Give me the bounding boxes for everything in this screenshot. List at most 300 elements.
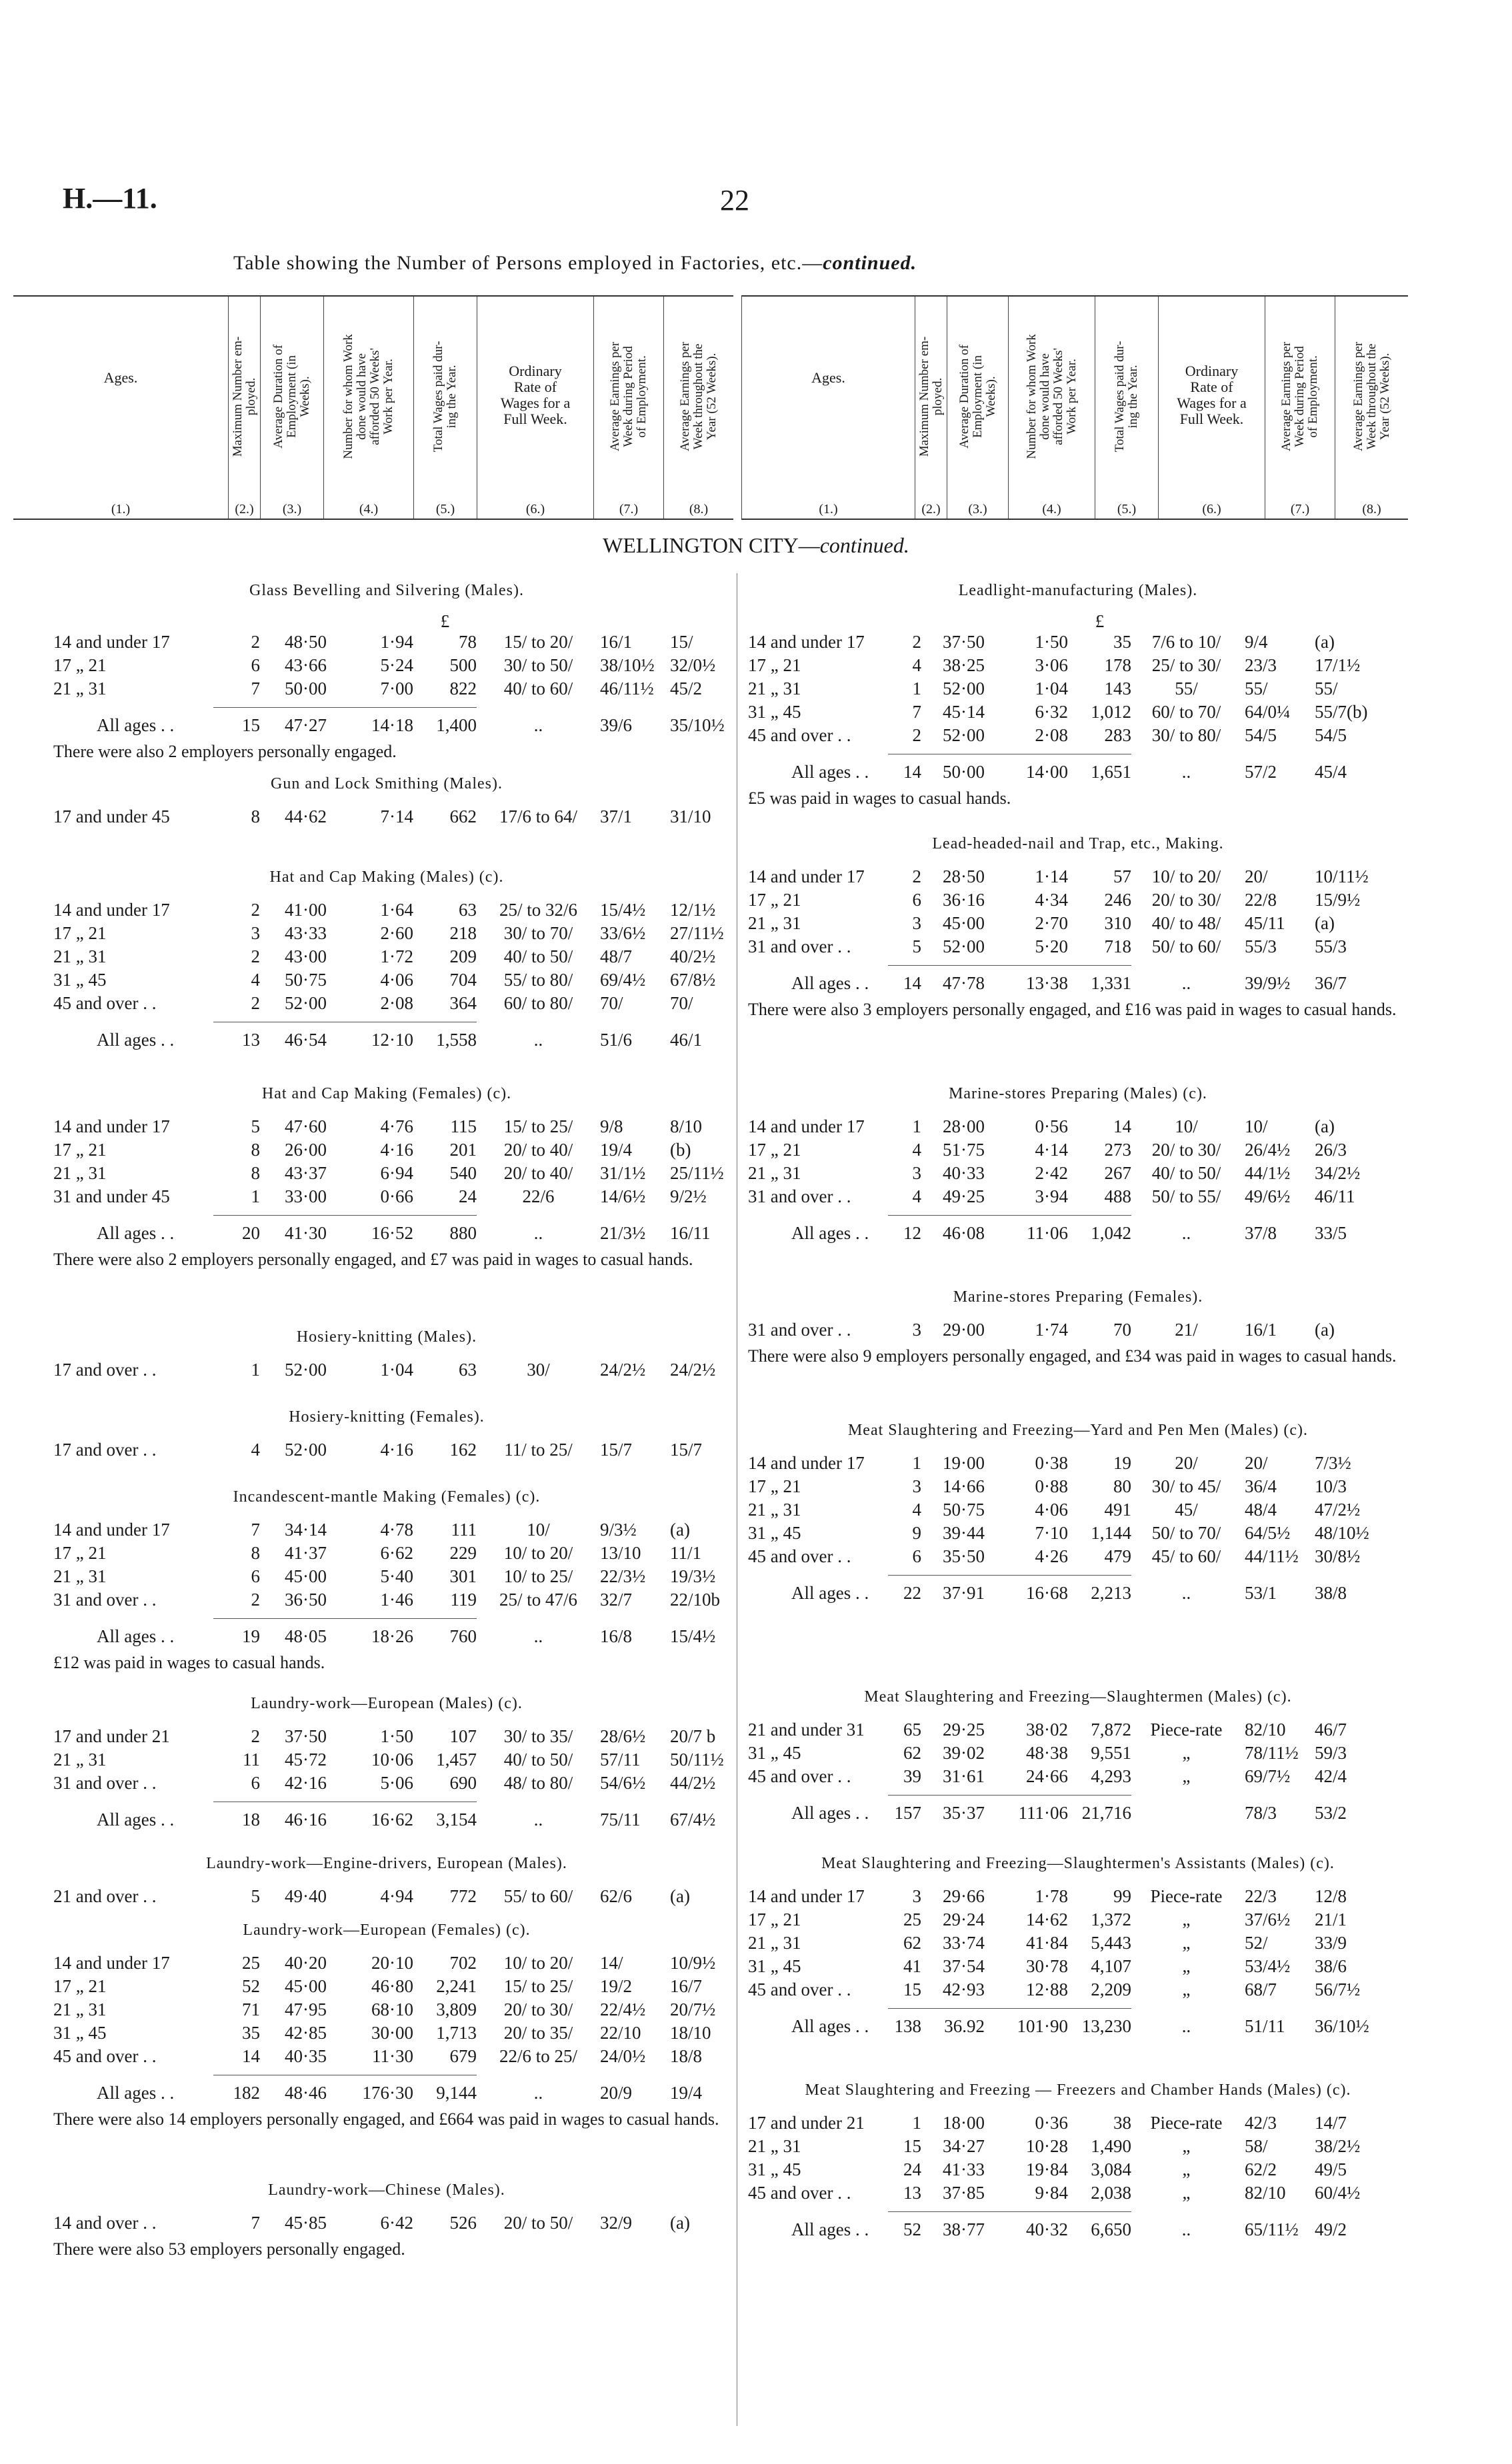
cell-col-6: „ [1182, 1743, 1191, 1763]
cell-col-1: 21 „ 31 [748, 913, 801, 933]
cell-col-4: 40·32 [1026, 2219, 1068, 2239]
left-section-3 [53, 1083, 724, 1270]
cell-col-3: 49·25 [943, 1186, 985, 1206]
col-ordinary-rate-r [1158, 297, 1265, 519]
cell-col-8: 21/1 [1315, 1909, 1347, 1929]
cell-col-5: 13,230 [1081, 2016, 1131, 2036]
cell-col-1: All ages . . [97, 715, 175, 735]
cell-col-8: 67/8½ [670, 970, 716, 990]
cell-col-7: 22/4½ [600, 1999, 646, 2019]
cell-col-8: 10/3 [1315, 1476, 1347, 1496]
col-num-8-r: (8.) [1362, 502, 1381, 517]
cell-col-2: 3 [912, 1320, 921, 1340]
section-title: Marine-stores Preparing (Females). [953, 1288, 1203, 1306]
total-rule [888, 2211, 1131, 2212]
table-row [748, 1742, 1408, 1765]
cell-col-6: 30/ to 50/ [503, 655, 573, 675]
cell-col-4: 1·46 [380, 1590, 413, 1610]
cell-col-5: 1,144 [1091, 1523, 1131, 1543]
col-8-label-r: Average Earnings per Week throughout the Year (52 Weeks). [1351, 341, 1392, 452]
cell-col-6: „ [1182, 2136, 1191, 2156]
cell-col-7: 48/4 [1245, 1500, 1277, 1520]
cell-col-5: 78 [459, 632, 477, 652]
cell-col-4: 46·80 [371, 1976, 413, 1996]
cell-col-1: 21 „ 31 [53, 1566, 107, 1586]
col-num-8: (8.) [689, 502, 709, 517]
cell-col-3: 29·66 [943, 1886, 985, 1906]
cell-col-8: 36/7 [1315, 973, 1347, 993]
cell-col-1: 17 and over . . [53, 1440, 157, 1460]
table-row [748, 1318, 1408, 1342]
cell-col-4: 10·06 [371, 1750, 413, 1770]
cell-col-5: 9,144 [436, 2083, 477, 2103]
cell-col-8: 54/5 [1315, 725, 1347, 745]
cell-col-5: 1,713 [436, 2023, 477, 2043]
right-section-2 [748, 1083, 1408, 1245]
table-row [748, 1162, 1408, 1185]
cell-col-7: 26/4½ [1245, 1140, 1291, 1160]
table-row [748, 1931, 1408, 1955]
cell-col-1: 17 „ 21 [53, 1543, 107, 1563]
cell-col-5: 267 [1104, 1163, 1131, 1183]
cell-col-4: 19·84 [1026, 2159, 1068, 2179]
cell-col-3: 40·33 [943, 1163, 985, 1183]
cell-col-4: 4·06 [380, 970, 413, 990]
cell-col-3: 39·02 [943, 1743, 985, 1763]
table-row [53, 2211, 720, 2235]
cell-col-7: 21/3½ [600, 1223, 646, 1243]
cell-col-5: 1,012 [1091, 702, 1131, 722]
col-num-3: (3.) [282, 502, 302, 517]
right-section-5 [748, 1686, 1408, 1825]
cell-col-1: 14 and under 17 [53, 1953, 170, 1973]
table-row [748, 1115, 1408, 1138]
page-id: H.—11. [63, 182, 157, 215]
total-rule [888, 2008, 1131, 2009]
cell-col-4: 14·62 [1026, 1909, 1068, 1929]
cell-col-2: 18 [242, 1810, 260, 1830]
cell-col-5: 1,490 [1091, 2136, 1131, 2156]
cell-col-8: (a) [1315, 913, 1335, 933]
left-section-7 [53, 1693, 724, 1832]
right-section-6 [748, 1853, 1408, 2038]
cell-col-1: 21 and over . . [53, 1886, 157, 1906]
table-row [53, 1162, 724, 1185]
cell-col-8: 40/2½ [670, 946, 716, 966]
cell-col-2: 4 [912, 655, 921, 675]
cell-col-5: 2,038 [1091, 2183, 1131, 2203]
total-rule [213, 1215, 477, 1216]
cell-col-8: 8/10 [670, 1116, 703, 1136]
cell-col-2: 71 [242, 1999, 260, 2019]
cell-col-7: 48/7 [600, 946, 633, 966]
cell-col-3: 49·40 [285, 1886, 327, 1906]
cell-col-6: 20/ to 30/ [1151, 890, 1221, 910]
cell-col-8: 33/9 [1315, 1933, 1347, 1953]
col-4-label: Number for whom Work done would have afforded 50 Weeks' Work per Year. [341, 334, 395, 459]
table-row [53, 1115, 720, 1138]
cell-col-7: 42/3 [1245, 2113, 1277, 2133]
col-7-label: Average Earnings per Week during Period of Employment. [608, 341, 649, 452]
table-row [53, 1885, 720, 1908]
table-row [53, 945, 720, 968]
cell-col-3: 42·93 [943, 1979, 985, 1999]
total-row [748, 1582, 1408, 1605]
col-avg-earnings-period [593, 297, 663, 519]
cell-col-4: 5·06 [380, 1773, 413, 1793]
cell-col-3: 43·66 [285, 655, 327, 675]
cell-col-8: 10/9½ [670, 1953, 716, 1973]
section-title: Laundry-work—European (Females) (c). [243, 1921, 531, 1939]
cell-col-6: 55/ to 80/ [503, 970, 573, 990]
section-note: There were also 9 employers personally engaged, and £34 was paid in wages to casual hands. [748, 1346, 1397, 1366]
cell-col-7: 20/ [1245, 1453, 1268, 1473]
cell-col-1: 31 and over . . [748, 1320, 851, 1340]
cell-col-5: 3,809 [436, 1999, 477, 2019]
cell-col-2: 7 [251, 678, 260, 698]
total-rule [888, 1575, 1131, 1576]
col-avg-duration [260, 297, 323, 519]
cell-col-4: 4·14 [1035, 1140, 1068, 1160]
cell-col-2: 2 [912, 725, 921, 745]
section-title: Meat Slaughtering and Freezing — Freezers and Chamber Hands (Males) (c). [805, 2081, 1351, 2099]
cell-col-3: 33·00 [285, 1186, 327, 1206]
cell-col-3: 45·00 [285, 1976, 327, 1996]
cell-col-3: 47·60 [285, 1116, 327, 1136]
table-row [748, 1765, 1408, 1788]
cell-col-5: 702 [449, 1953, 477, 1973]
cell-col-5: 283 [1104, 725, 1131, 745]
cell-col-6: 60/ to 80/ [503, 993, 573, 1013]
cell-col-5: 57 [1113, 866, 1131, 886]
cell-col-1: 14 and under 17 [748, 866, 865, 886]
table-row [53, 1542, 720, 1565]
cell-col-8: (a) [670, 2213, 690, 2233]
cell-col-6: 15/ to 20/ [503, 632, 573, 652]
cell-col-8: 46/1 [670, 1030, 703, 1050]
cell-col-5: 1,042 [1091, 1223, 1131, 1243]
cell-col-7: 22/10 [600, 2023, 641, 2043]
total-rule [888, 1795, 1131, 1796]
cell-col-7: 54/5 [1245, 725, 1277, 745]
cell-col-2: 14 [903, 762, 921, 782]
cell-col-8: 15/4½ [670, 1626, 716, 1646]
cell-col-5: 201 [449, 1140, 477, 1160]
cell-col-5: 540 [449, 1163, 477, 1183]
cell-col-7: 13/10 [600, 1543, 641, 1563]
cell-col-7: 24/2½ [600, 1360, 646, 1380]
cell-col-6: 10/ to 20/ [503, 1953, 573, 1973]
cell-col-7: 64/5½ [1245, 1523, 1291, 1543]
cell-col-5: 143 [1104, 678, 1131, 698]
cell-col-8: 18/8 [670, 2046, 703, 2066]
cell-col-5: 718 [1104, 936, 1131, 956]
cell-col-8: 46/11 [1315, 1186, 1355, 1206]
section-title: Meat Slaughtering and Freezing—Yard and Pen Men (Males) (c). [847, 1422, 1309, 1439]
page-number: 22 [720, 184, 749, 217]
col-ages-label-r: Ages. [811, 369, 845, 386]
cell-col-5: 364 [449, 993, 477, 1013]
cell-col-7: 62/2 [1245, 2159, 1277, 2179]
cell-col-5: 70 [1113, 1320, 1131, 1340]
cell-col-1: 31 „ 45 [53, 2023, 107, 2043]
cell-col-7: 38/10½ [600, 655, 655, 675]
cell-col-1: 21 „ 31 [748, 2136, 801, 2156]
cell-col-3: 33·74 [943, 1933, 985, 1953]
table-row [53, 1565, 720, 1588]
table-row [53, 1998, 720, 2021]
cell-col-4: 7·14 [380, 806, 413, 826]
cell-col-2: 2 [251, 1726, 260, 1746]
cell-col-6: 50/ to 70/ [1151, 1523, 1221, 1543]
cell-col-4: 1·72 [380, 946, 413, 966]
region-name: WELLINGTON CITY— [603, 533, 820, 557]
cell-col-7: 55/ [1245, 678, 1268, 698]
cell-col-2: 3 [912, 1163, 921, 1183]
cell-col-5: 488 [1104, 1186, 1131, 1206]
cell-col-2: 2 [251, 993, 260, 1013]
total-rule [888, 965, 1131, 966]
cell-col-3: 38·77 [943, 2219, 985, 2239]
cell-col-5: 880 [449, 1223, 477, 1243]
cell-col-4: 10·28 [1026, 2136, 1068, 2156]
cell-col-3: 50·00 [943, 762, 985, 782]
total-row [53, 1222, 720, 1245]
cell-col-1: 45 and over . . [53, 2046, 157, 2066]
cell-col-5: 63 [459, 900, 477, 920]
cell-col-5: 526 [449, 2213, 477, 2233]
cell-col-7: 15/4½ [600, 900, 646, 920]
col-total-wages-r [1095, 297, 1158, 519]
cell-col-4: 18·26 [371, 1626, 413, 1646]
cell-col-3: 44·62 [285, 806, 327, 826]
cell-col-6: 25/ to 30/ [1151, 655, 1221, 675]
cell-col-2: 13 [903, 2183, 921, 2203]
cell-col-1: 17 „ 21 [53, 1976, 107, 1996]
table-row [748, 1185, 1408, 1208]
cell-col-6: 22/6 to 25/ [499, 2046, 577, 2066]
cell-col-1: 17 and over . . [53, 1360, 157, 1380]
cell-col-4: 7·10 [1035, 1523, 1068, 1543]
cell-col-6: .. [1181, 762, 1191, 782]
cell-col-5: 1,651 [1091, 762, 1131, 782]
cell-col-5: 246 [1104, 890, 1131, 910]
cell-col-5: 107 [449, 1726, 477, 1746]
cell-col-7: 33/6½ [600, 923, 646, 943]
cell-col-3: 52·00 [285, 993, 327, 1013]
cell-col-2: 2 [251, 900, 260, 920]
cell-col-8: 38/6 [1315, 1956, 1347, 1976]
cell-col-1: 45 and over . . [748, 1546, 851, 1566]
table-row [53, 1358, 720, 1382]
cell-col-5: 5,443 [1091, 1933, 1131, 1953]
cell-col-4: 2·42 [1035, 1163, 1068, 1183]
cell-col-7: 22/8 [1245, 890, 1277, 910]
cell-col-3: 37·91 [943, 1583, 985, 1603]
cell-col-7: 78/11½ [1245, 1743, 1299, 1763]
cell-col-1: All ages . . [97, 1810, 175, 1830]
cell-col-1: All ages . . [791, 2219, 869, 2239]
cell-col-4: 1·74 [1035, 1320, 1068, 1340]
col-num-4: (4.) [359, 502, 379, 517]
cell-col-4: 3·06 [1035, 655, 1068, 675]
cell-col-7: 15/7 [600, 1440, 633, 1460]
cell-col-6: „ [1182, 2159, 1191, 2179]
cell-col-6: .. [533, 1030, 543, 1050]
cell-col-1: 45 and over . . [748, 2183, 851, 2203]
cell-col-4: 4·16 [380, 1140, 413, 1160]
cell-col-4: 7·00 [380, 678, 413, 698]
cell-col-6: „ [1182, 2183, 1191, 2203]
cell-col-6: 40/ to 50/ [503, 946, 573, 966]
cell-col-4: 16·68 [1026, 1583, 1068, 1603]
right-section-1 [748, 833, 1408, 1020]
currency-row [748, 612, 1408, 630]
cell-col-5: 1,558 [436, 1030, 477, 1050]
cell-col-7: 57/11 [600, 1750, 641, 1770]
section-note: There were also 53 employers personally engaged. [53, 2239, 405, 2259]
cell-col-4: 4·26 [1035, 1546, 1068, 1566]
cell-col-1: 14 and under 17 [53, 1520, 170, 1540]
cell-col-6: 11/ to 25/ [504, 1440, 573, 1460]
cell-col-8: 11/1 [670, 1543, 701, 1563]
table-row [53, 1951, 720, 1975]
cell-col-6: 20/ to 30/ [503, 1999, 573, 2019]
cell-col-1: 45 and over . . [748, 1766, 851, 1786]
cell-col-6: 40/ to 60/ [503, 678, 573, 698]
col-max-employed [228, 297, 260, 519]
cell-col-3: 41·33 [943, 2159, 985, 2179]
cell-col-8: 70/ [670, 993, 693, 1013]
cell-col-7: 75/11 [600, 1810, 641, 1830]
cell-col-6: 7/6 to 10/ [1151, 632, 1221, 652]
col-5-label: Total Wages paid dur- ing the Year. [431, 341, 459, 453]
total-row [53, 714, 725, 737]
col-2-label-r: Maximum Number em- ployed. [917, 336, 945, 457]
cell-col-6: 48/ to 80/ [503, 1773, 573, 1793]
cell-col-6: 20/ to 35/ [503, 2023, 573, 2043]
cell-col-3: 48·05 [285, 1626, 327, 1646]
cell-col-1: 14 and under 17 [748, 1453, 865, 1473]
cell-col-2: 7 [251, 1520, 260, 1540]
cell-col-8: 53/2 [1315, 1803, 1347, 1823]
cell-col-6: .. [533, 2083, 543, 2103]
cell-col-4: 0·88 [1035, 1476, 1068, 1496]
cell-col-4: 5·24 [380, 655, 413, 675]
cell-col-5: 115 [450, 1116, 477, 1136]
cell-col-2: 15 [903, 1979, 921, 1999]
cell-col-2: 182 [233, 2083, 260, 2103]
cell-col-3: 36·16 [943, 890, 985, 910]
cell-col-4: 4·06 [1035, 1500, 1068, 1520]
cell-col-3: 37·50 [285, 1726, 327, 1746]
cell-col-7: 69/4½ [600, 970, 646, 990]
cell-col-2: 2 [251, 946, 260, 966]
cell-col-2: 15 [903, 2136, 921, 2156]
col-total-wages [413, 297, 477, 519]
cell-col-2: 6 [251, 1566, 260, 1586]
table-row [748, 912, 1408, 935]
cell-col-5: 2,209 [1091, 1979, 1131, 1999]
cell-col-7: 51/6 [600, 1030, 633, 1050]
cell-col-6: 30/ to 35/ [503, 1726, 573, 1746]
left-section-4 [53, 1326, 720, 1382]
cell-col-3: 29·00 [943, 1320, 985, 1340]
cell-col-6: 10/ [1175, 1116, 1198, 1136]
col-avg-earnings-period-r [1265, 297, 1335, 519]
cell-col-6: Piece-rate [1150, 2113, 1223, 2133]
cell-col-4: 1·50 [1035, 632, 1068, 652]
cell-col-2: 9 [912, 1523, 921, 1543]
col-number-50-weeks-r [1008, 297, 1095, 519]
cell-col-3: 45·00 [285, 1566, 327, 1586]
cell-col-7: 9/3½ [600, 1520, 637, 1540]
cell-col-7: 9/8 [600, 1116, 623, 1136]
cell-col-4: 111·06 [1018, 1803, 1068, 1823]
cell-col-7: 70/ [600, 993, 623, 1013]
cell-col-3: 28·50 [943, 866, 985, 886]
cell-col-8: 67/4½ [670, 1810, 716, 1830]
cell-col-2: 8 [251, 1163, 260, 1183]
cell-col-6: 20/ to 30/ [1151, 1140, 1221, 1160]
cell-col-6: .. [533, 1810, 543, 1830]
cell-col-8: 35/10½ [670, 715, 725, 735]
cell-col-4: 2·60 [380, 923, 413, 943]
cell-col-5: 3,084 [1091, 2159, 1131, 2179]
cell-col-1: All ages . . [97, 1626, 175, 1646]
cell-col-1: 17 and under 45 [53, 806, 170, 826]
cell-col-7: 14/ [600, 1953, 623, 1973]
cell-col-3: 43·37 [285, 1163, 327, 1183]
cell-col-8: 32/0½ [670, 655, 716, 675]
cell-col-5: 4,107 [1091, 1956, 1131, 1976]
total-rule [213, 707, 477, 708]
cell-col-1: 17 „ 21 [748, 1140, 801, 1160]
cell-col-6: 20/ to 50/ [503, 2213, 573, 2233]
cell-col-3: 50·75 [285, 970, 327, 990]
cell-col-8: 55/ [1315, 678, 1338, 698]
cell-col-3: 41·30 [285, 1223, 327, 1243]
cell-col-6: 17/6 to 64/ [499, 806, 577, 826]
cell-col-1: 21 „ 31 [748, 678, 801, 698]
cell-col-3: 43·00 [285, 946, 327, 966]
cell-col-2: 25 [242, 1953, 260, 1973]
cell-col-2: 1 [251, 1360, 260, 1380]
section-title: Meat Slaughtering and Freezing—Slaughtermen's Assistants (Males) (c). [821, 1855, 1335, 1872]
cell-col-2: 13 [242, 1030, 260, 1050]
cell-col-7: 19/4 [600, 1140, 633, 1160]
col-3-label: Average Duration of Employment (in Weeks). [271, 345, 312, 449]
section-title: Meat Slaughtering and Freezing—Slaughtermen (Males) (c). [864, 1688, 1292, 1706]
cell-col-8: 45/4 [1315, 762, 1347, 782]
table-row [53, 805, 720, 828]
cell-col-2: 11 [243, 1750, 260, 1770]
cell-col-4: 0·56 [1035, 1116, 1068, 1136]
cell-col-6: „ [1182, 1979, 1191, 1999]
cell-col-6: „ [1182, 1909, 1191, 1929]
table-row [748, 1718, 1408, 1742]
cell-col-6: „ [1182, 1956, 1191, 1976]
cell-col-4: 6·94 [380, 1163, 413, 1183]
col-num-6: (6.) [525, 502, 545, 517]
cell-col-3: 45·72 [285, 1750, 327, 1770]
cell-col-3: 40·35 [285, 2046, 327, 2066]
table-row [53, 1725, 720, 1748]
cell-col-3: 34·14 [285, 1520, 327, 1540]
cell-col-3: 48·46 [285, 2083, 327, 2103]
section-title: Laundry-work—Engine-drivers, European (Males). [206, 1855, 567, 1872]
cell-col-7: 45/11 [1245, 913, 1285, 933]
